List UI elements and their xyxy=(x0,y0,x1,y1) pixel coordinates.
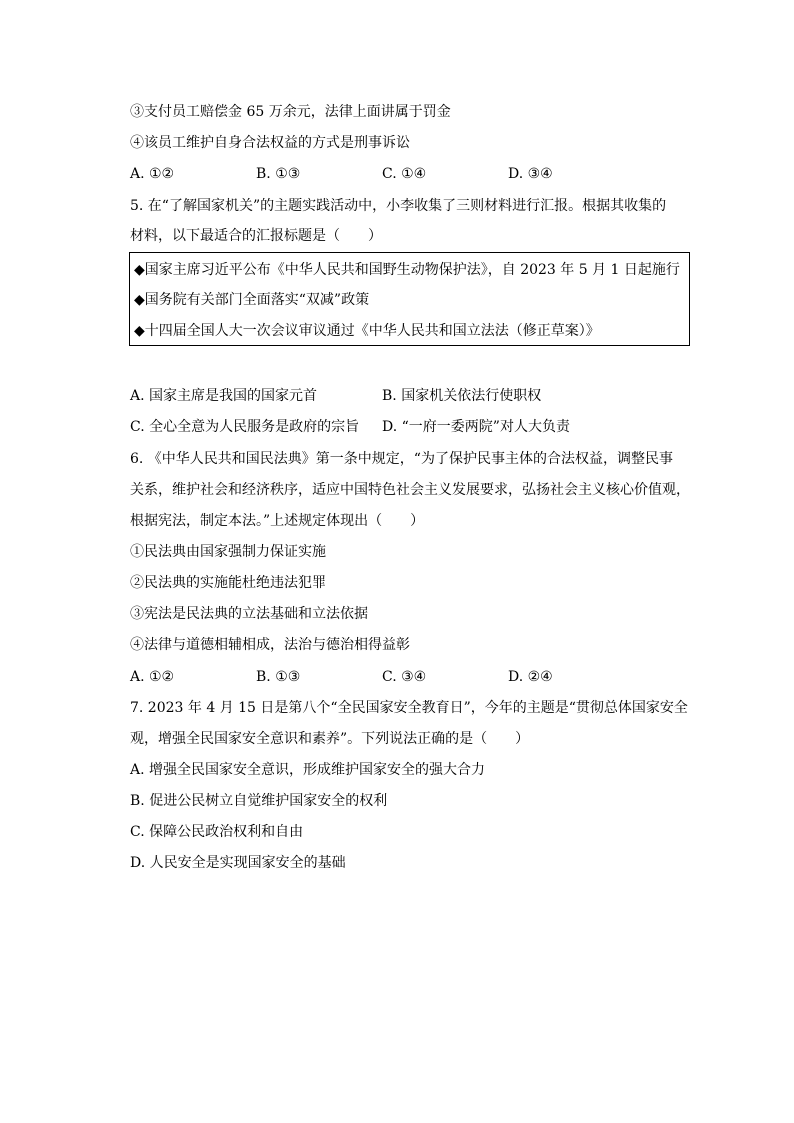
q7-option-b[interactable]: B. 促进公民树立自觉维护国家安全的权利 xyxy=(130,793,388,809)
q6-stem-line-1: 6. 《中华人民共和国民法典》第一条中规定，“为了保护民事主体的合法权益，调整民事 xyxy=(130,451,673,467)
q4-statement-4: ④该员工维护自身合法权益的方式是刑事诉讼 xyxy=(130,135,410,151)
q5-stem-line-1: 5. 在“了解国家机关”的主题实践活动中，小李收集了三则材料进行汇报。根据其收集的 xyxy=(130,198,667,214)
q6-stem-line-3: 根据宪法，制定本法。”上述规定体现出（ ） xyxy=(130,513,425,529)
q4-option-b[interactable]: B. ①③ xyxy=(256,166,301,182)
q5-option-d[interactable]: D. “一府一委两院”对人大负责 xyxy=(382,419,570,435)
q5-option-c[interactable]: C. 全心全意为人民服务是政府的宗旨 xyxy=(130,419,360,435)
q7-stem-line-1: 7. 2023 年 4 月 15 日是第八个“全民国家安全教育日”，今年的主题是“贯彻总体国家安全 xyxy=(130,700,688,716)
q4-option-a[interactable]: A. ①② xyxy=(130,166,175,182)
q6-option-b[interactable]: B. ①③ xyxy=(256,669,301,685)
q6-statement-1: ①民法典由国家强制力保证实施 xyxy=(130,544,326,560)
q6-option-d[interactable]: D. ②④ xyxy=(508,669,553,685)
q6-option-c[interactable]: C. ③④ xyxy=(382,669,427,685)
q5-material-box xyxy=(129,252,690,346)
q5-material-item-1: ◆国家主席习近平公布《中华人民共和国野生动物保护法》，自 2023 年 5 月 1 日起施行 xyxy=(134,262,680,278)
q5-material-item-2: ◆国务院有关部门全面落实“双减”政策 xyxy=(134,292,370,308)
q7-option-a[interactable]: A. 增强全民国家安全意识，形成维护国家安全的强大合力 xyxy=(130,762,486,778)
q6-statement-3: ③宪法是民法典的立法基础和立法依据 xyxy=(130,606,368,622)
q6-stem-line-2: 关系，维护社会和经济秩序，适应中国特色社会主义发展要求，弘扬社会主义核心价值观， xyxy=(130,482,690,498)
q5-material-item-3: ◆十四届全国人大一次会议审议通过《中华人民共和国立法法（修正草案）》 xyxy=(134,323,600,339)
q6-option-a[interactable]: A. ①② xyxy=(130,669,175,685)
q5-option-b[interactable]: B. 国家机关依法行使职权 xyxy=(382,388,542,404)
q4-statement-3: ③支付员工赔偿金 65 万余元，法律上面讲属于罚金 xyxy=(130,104,451,120)
q5-option-a[interactable]: A. 国家主席是我国的国家元首 xyxy=(130,388,318,404)
q4-option-d[interactable]: D. ③④ xyxy=(508,166,553,182)
q6-statement-2: ②民法典的实施能杜绝违法犯罪 xyxy=(130,575,326,591)
q5-stem-line-2: 材料，以下最适合的汇报标题是（ ） xyxy=(130,228,382,244)
q7-stem-line-2: 观，增强全民国家安全意识和素养”。下列说法正确的是（ ） xyxy=(130,731,530,747)
q7-option-d[interactable]: D. 人民安全是实现国家安全的基础 xyxy=(130,855,346,871)
q6-statement-4: ④法律与道德相辅相成，法治与德治相得益彰 xyxy=(130,637,410,653)
q7-option-c[interactable]: C. 保障公民政治权利和自由 xyxy=(130,824,304,840)
q4-option-c[interactable]: C. ①④ xyxy=(382,166,427,182)
